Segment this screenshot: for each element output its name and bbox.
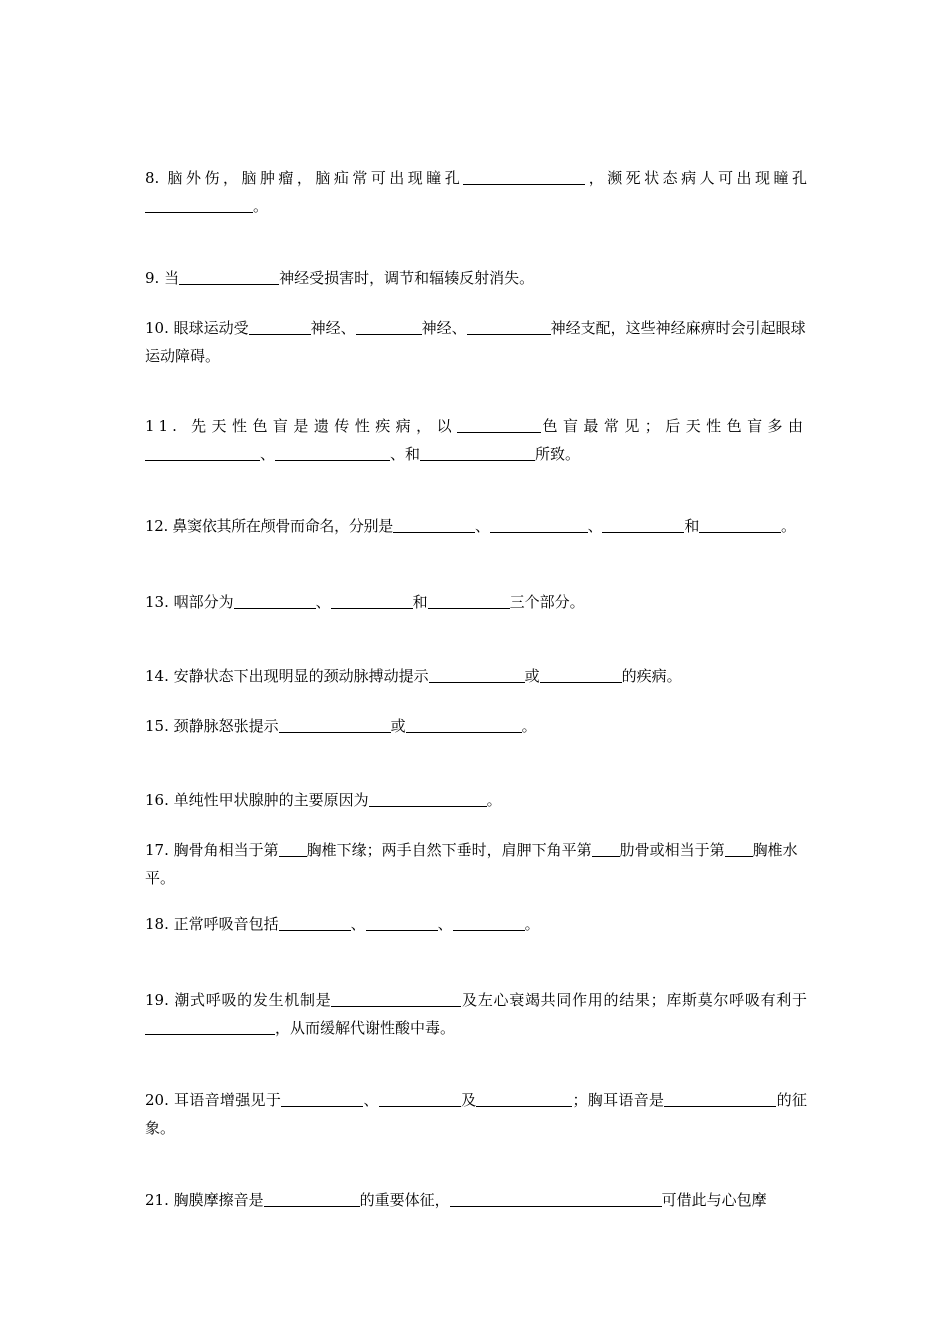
question-text: 9. 当 bbox=[145, 269, 180, 287]
question-text: 三个部分。 bbox=[509, 593, 585, 611]
question-8 bbox=[145, 164, 807, 220]
question-19 bbox=[145, 986, 807, 1042]
question-text: ，从而缓解代谢性酸中毒。 bbox=[275, 1019, 456, 1037]
answer-blank[interactable] bbox=[476, 1089, 572, 1107]
question-text: 8. 脑外伤，脑肿瘤，脑疝常可出现瞳孔 bbox=[145, 169, 464, 187]
answer-blank[interactable] bbox=[331, 591, 413, 609]
answer-blank[interactable] bbox=[428, 591, 510, 609]
question-14 bbox=[145, 662, 807, 690]
answer-blank[interactable] bbox=[463, 167, 585, 185]
question-text: 。 bbox=[486, 791, 502, 809]
answer-blank[interactable] bbox=[279, 839, 307, 857]
question-text: 19. 潮式呼吸的发生机制是 bbox=[145, 991, 332, 1009]
question-text: 和 bbox=[412, 593, 428, 611]
question-text: 胸椎下缘；两手自然下垂时，肩胛下角平第 bbox=[306, 841, 592, 859]
question-text: 、 bbox=[474, 517, 490, 535]
question-text: 色盲最常见；后天性色盲多由 bbox=[541, 417, 807, 435]
answer-blank[interactable] bbox=[369, 789, 487, 807]
question-text: 神经、 bbox=[310, 319, 356, 337]
question-11 bbox=[145, 412, 807, 468]
question-text: 、 bbox=[260, 445, 276, 463]
answer-blank[interactable] bbox=[699, 515, 781, 533]
question-13 bbox=[145, 588, 807, 616]
answer-blank[interactable] bbox=[264, 1189, 360, 1207]
question-10 bbox=[145, 314, 807, 370]
question-text: 12. 鼻窦依其所在颅骨而命名，分别是 bbox=[145, 517, 393, 535]
question-text: 、 bbox=[363, 1091, 379, 1109]
answer-blank[interactable] bbox=[275, 443, 390, 461]
answer-blank[interactable] bbox=[450, 1189, 662, 1207]
question-text: ，濒死状态病人可出现瞳孔 bbox=[585, 169, 807, 187]
question-text: 或 bbox=[390, 717, 406, 735]
answer-blank[interactable] bbox=[725, 839, 753, 857]
answer-blank[interactable] bbox=[467, 317, 551, 335]
answer-blank[interactable] bbox=[664, 1089, 776, 1107]
answer-blank[interactable] bbox=[592, 839, 620, 857]
question-text: 神经支配，这些神经麻痹时会引起眼球运动障碍。 bbox=[145, 319, 806, 365]
answer-blank[interactable] bbox=[457, 415, 541, 433]
question-text: 、和 bbox=[390, 445, 421, 463]
answer-blank[interactable] bbox=[179, 267, 279, 285]
question-15 bbox=[145, 712, 807, 740]
question-text: 、 bbox=[437, 915, 453, 933]
question-text: 神经受损害时，调节和辐辏反射消失。 bbox=[279, 269, 535, 287]
question-text: 的征象。 bbox=[145, 1091, 807, 1137]
question-text: 神经、 bbox=[421, 319, 467, 337]
question-18 bbox=[145, 910, 807, 938]
question-text: 或 bbox=[524, 667, 540, 685]
answer-blank[interactable] bbox=[281, 1089, 363, 1107]
question-text: 。 bbox=[253, 197, 269, 215]
answer-blank[interactable] bbox=[249, 317, 311, 335]
question-text: 13. 咽部分为 bbox=[145, 593, 234, 611]
question-text: 。 bbox=[524, 915, 540, 933]
question-text: 的重要体征， bbox=[359, 1191, 450, 1209]
question-text: 15. 颈静脉怒张提示 bbox=[145, 717, 279, 735]
question-text: 胸椎水平。 bbox=[145, 841, 798, 887]
answer-blank[interactable] bbox=[602, 515, 684, 533]
answer-blank[interactable] bbox=[379, 1089, 461, 1107]
question-text: 16. 单纯性甲状腺肿的主要原因为 bbox=[145, 791, 369, 809]
question-text: 17. 胸骨角相当于第 bbox=[145, 841, 279, 859]
question-text: 11. 先天性色盲是遗传性疾病，以 bbox=[145, 417, 458, 435]
question-16 bbox=[145, 786, 807, 814]
question-text: 可借此与心包摩 bbox=[661, 1191, 767, 1209]
answer-blank[interactable] bbox=[406, 715, 522, 733]
question-text: 14. 安静状态下出现明显的颈动脉搏动提示 bbox=[145, 667, 429, 685]
question-text: 。 bbox=[781, 517, 796, 535]
question-text: 21. 胸膜摩擦音是 bbox=[145, 1191, 264, 1209]
question-text: 、 bbox=[350, 915, 366, 933]
question-text: 、 bbox=[315, 593, 331, 611]
question-text: 及左心衰竭共同作用的结果；库斯莫尔呼吸有利于 bbox=[461, 991, 807, 1009]
question-text: 肋骨或相当于第 bbox=[619, 841, 725, 859]
answer-blank[interactable] bbox=[145, 1017, 275, 1035]
answer-blank[interactable] bbox=[356, 317, 422, 335]
question-21 bbox=[145, 1186, 807, 1214]
question-text: 及 bbox=[460, 1091, 477, 1109]
question-9 bbox=[145, 264, 807, 292]
answer-blank[interactable] bbox=[145, 195, 253, 213]
question-text: 18. 正常呼吸音包括 bbox=[145, 915, 279, 933]
question-text: 10. 眼球运动受 bbox=[145, 319, 249, 337]
question-17 bbox=[145, 836, 807, 892]
answer-blank[interactable] bbox=[234, 591, 316, 609]
answer-blank[interactable] bbox=[366, 913, 438, 931]
question-text: 和 bbox=[684, 517, 700, 535]
answer-blank[interactable] bbox=[279, 715, 391, 733]
answer-blank[interactable] bbox=[453, 913, 525, 931]
answer-blank[interactable] bbox=[145, 443, 260, 461]
question-text: 20. 耳语音增强见于 bbox=[145, 1091, 282, 1109]
answer-blank[interactable] bbox=[420, 443, 535, 461]
question-20 bbox=[145, 1086, 807, 1142]
answer-blank[interactable] bbox=[279, 913, 351, 931]
question-text: 的疾病。 bbox=[621, 667, 682, 685]
question-text: 所致。 bbox=[535, 445, 581, 463]
question-text: ；胸耳语音是 bbox=[572, 1091, 665, 1109]
answer-blank[interactable] bbox=[490, 515, 588, 533]
question-text: 。 bbox=[521, 717, 537, 735]
question-12 bbox=[145, 512, 807, 540]
answer-blank[interactable] bbox=[331, 989, 461, 1007]
answer-blank[interactable] bbox=[540, 665, 622, 683]
question-text: 、 bbox=[587, 517, 603, 535]
answer-blank[interactable] bbox=[393, 515, 475, 533]
answer-blank[interactable] bbox=[429, 665, 525, 683]
